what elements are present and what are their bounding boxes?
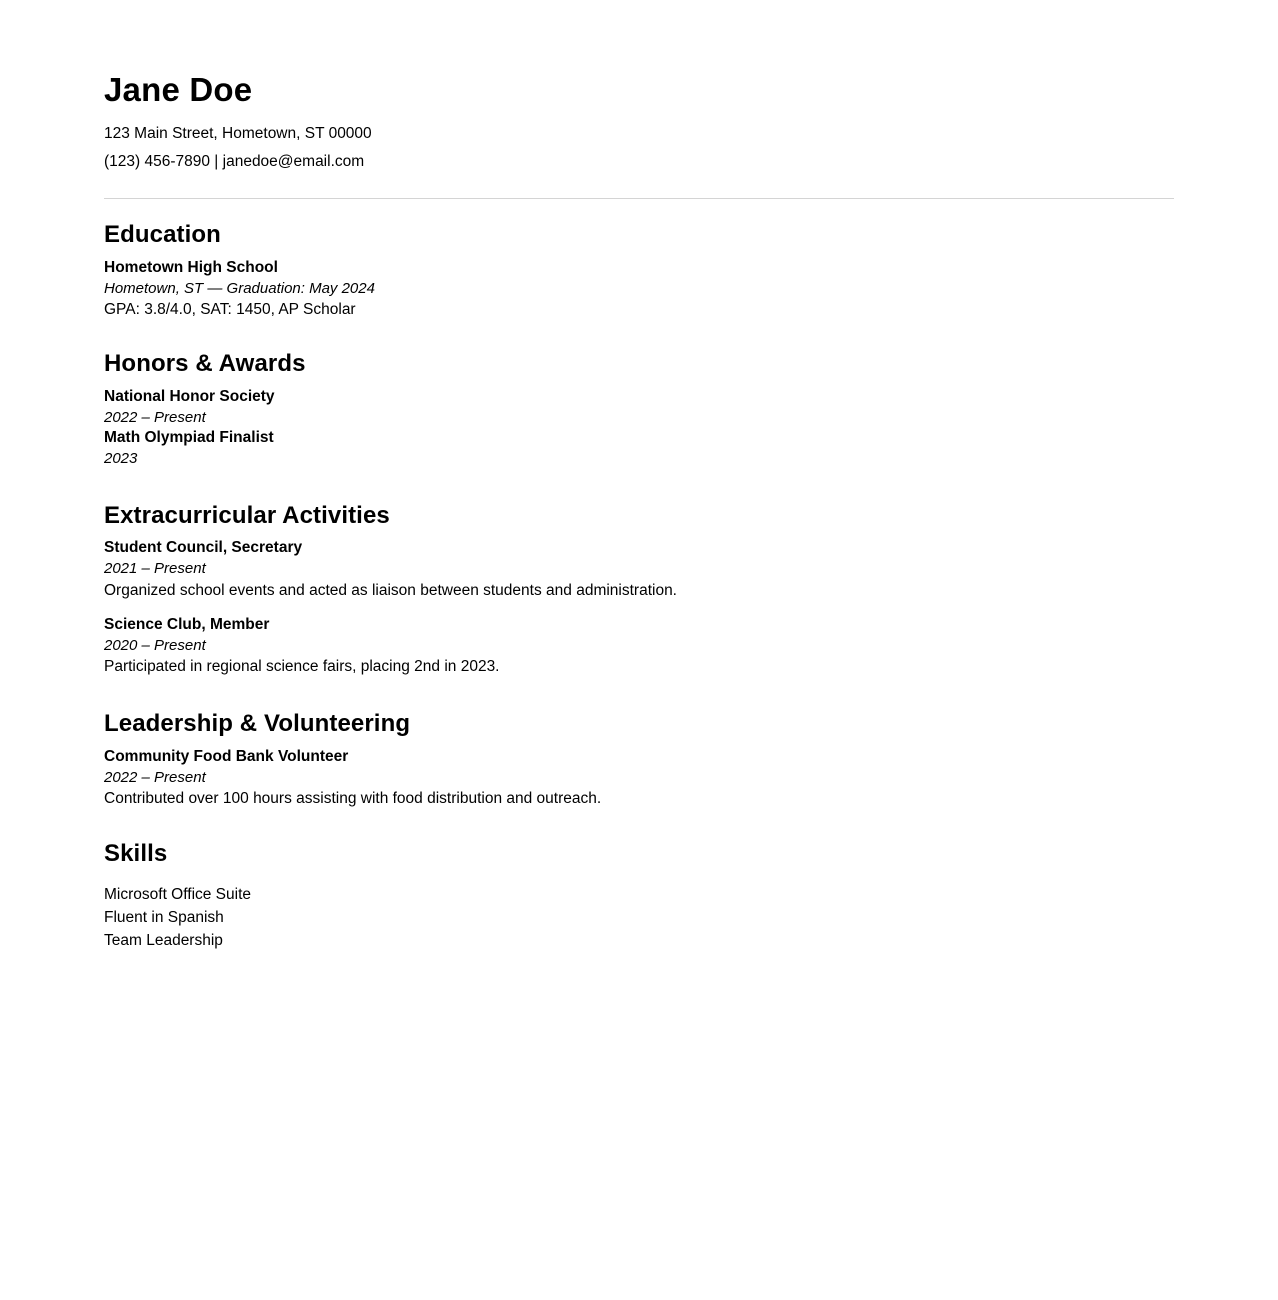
honor-name: Math Olympiad Finalist xyxy=(104,429,274,447)
section-title-skills: Skills xyxy=(104,839,168,867)
education-entry xyxy=(104,258,1174,321)
extracurricular-description: Organized school events and acted as liaison between students and administration. xyxy=(104,581,677,599)
section-title-extracurricular: Extracurricular Activities xyxy=(104,501,390,529)
extracurricular-entry xyxy=(104,615,1174,678)
header-divider xyxy=(104,198,1174,199)
honor-name: National Honor Society xyxy=(104,388,275,406)
extracurricular-dates: 2020 – Present xyxy=(104,637,206,655)
skill-item: Team Leadership xyxy=(104,932,223,950)
extracurricular-role: Student Council, Secretary xyxy=(104,539,303,557)
honor-dates: 2022 – Present xyxy=(104,409,206,427)
leadership-dates: 2022 – Present xyxy=(104,768,206,786)
candidate-address: 123 Main Street, Hometown, ST 00000 xyxy=(104,125,372,143)
candidate-name: Jane Doe xyxy=(104,71,253,108)
skill-item: Fluent in Spanish xyxy=(104,908,224,926)
section-title-honors: Honors & Awards xyxy=(104,350,306,378)
section-title-leadership: Leadership & Volunteering xyxy=(104,710,411,738)
section-title-education: Education xyxy=(104,220,221,248)
extracurricular-dates: 2021 – Present xyxy=(104,560,206,578)
extracurricular-description: Participated in regional science fairs, placing 2nd in 2023. xyxy=(104,658,500,676)
section-education xyxy=(104,221,1174,321)
skill-item: Microsoft Office Suite xyxy=(104,885,252,903)
extracurricular-role: Science Club, Member xyxy=(104,616,270,634)
leadership-role: Community Food Bank Volunteer xyxy=(104,747,349,765)
extracurricular-entry xyxy=(104,538,1174,601)
leadership-description: Contributed over 100 hours assisting with food distribution and outreach. xyxy=(104,790,602,808)
resume-header xyxy=(104,72,1174,173)
honor-entry xyxy=(104,387,1174,428)
section-leadership xyxy=(104,710,1174,810)
section-extracurricular xyxy=(104,502,1174,679)
honor-dates: 2023 xyxy=(104,450,138,468)
candidate-contact: (123) 456-7890 | janedoe@email.com xyxy=(104,152,365,170)
education-location-date: Hometown, ST — Graduation: May 2024 xyxy=(104,279,375,297)
leadership-entry xyxy=(104,747,1174,810)
resume-content xyxy=(104,72,1174,952)
education-school: Hometown High School xyxy=(104,258,278,276)
education-details: GPA: 3.8/4.0, SAT: 1450, AP Scholar xyxy=(104,300,356,318)
section-honors xyxy=(104,350,1174,469)
honor-entry xyxy=(104,428,1174,469)
section-skills xyxy=(104,840,1174,953)
